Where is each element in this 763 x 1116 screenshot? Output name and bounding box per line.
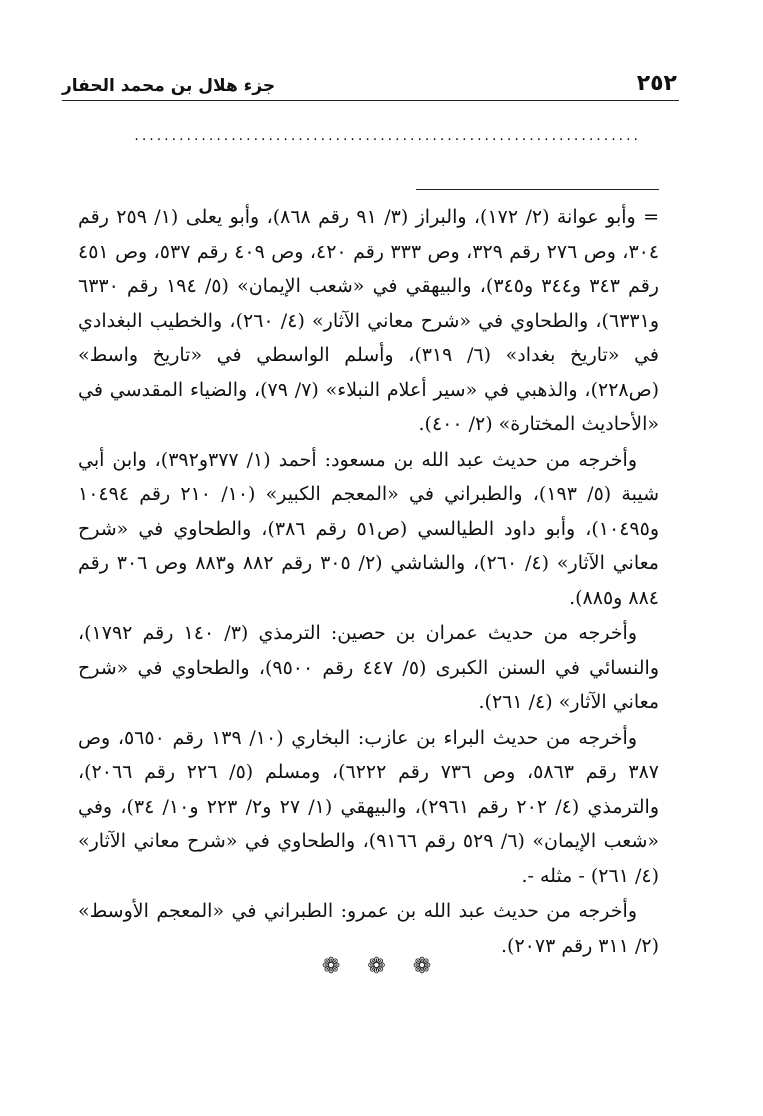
section-end-ornament: ❁ ❁ ❁: [321, 954, 442, 979]
paragraph-continuation: = وأبو عوانة (٢/ ١٧٢)، والبراز (٣/ ٩١ رقم ٨٦٨)، وأبو يعلى (١/ ٢٥٩ رقم ٣٠٤، وص ٢٧٦ رقم ٣٢٩، وص ٣٣٣ رقم ٤٢٠، وص ٤٠٩ رقم ٥٣٧، وص ٤٥١ رقم ٣٤٣ و٣٤٤ و٣٤٥)، والبيهقي في «شعب الإيمان» (٥/ ١٩٤ رقم ٦٣٣٠ و٦٣٣١)، والطحاوي في «شرح معاني الآثار» (٤/ ٢٦٠)، والخطيب البغدادي في «تاريخ بغداد» (٦/ ٣١٩)، وأسلم الواسطي في «تاريخ واسط» (ص٢٢٨)، والذهبي في «سير أعلام النبلاء» (٧/ ٧٩)، والضياء المقدسي في «الأحاديث المختارة» (٢/ ٤٠٠).: [78, 206, 660, 435]
header-rule: [62, 100, 679, 101]
paragraph-bara: وأخرجه من حديث البراء بن عازب: البخاري (١٠/ ١٣٩ رقم ٥٦٥٠، وص ٣٨٧ رقم ٥٨٦٣، وص ٧٣٦ رقم ٦٢٢٢)، ومسلم (٥/ ٢٢٦ رقم ٢٠٦٦)، والترمذي (٤/ ٢٠٢ رقم ٢٩٦١)، والبيهقي (١/ ٢٧ و٢/ ٢٢٣ و١٠/ ٣٤)، وفي «شعب الإيمان» (٦/ ٥٢٩ رقم ٩١٦٦)، والطحاوي في «شرح معاني الآثار» (٤/ ٢٦١) - مثله -.: [78, 726, 659, 887]
paragraph-ibn-amr: وأخرجه من حديث عبد الله بن عمرو: الطبراني في «المعجم الأوسط» (٢/ ٣١١ رقم ٢٠٧٣).: [78, 900, 659, 957]
running-header: [62, 62, 677, 96]
continuation-dots: ....................................................................: [134, 128, 641, 144]
paragraph-ibn-masud: وأخرجه من حديث عبد الله بن مسعود: أحمد (١/ ٣٧٧و٣٩٢)، وابن أبي شيبة (٥/ ١٩٣)، والطبراني في «المعجم الكبير» (١٠/ ٢١٠ رقم ١٠٤٩٤ و١٠٤٩٥)، وأبو داود الطيالسي (ص٥١ رقم ٣٨٦)، والطحاوي في «شرح معاني الآثار» (٤/ ٢٦٠)، والشاشي (٢/ ٣٠٥ رقم ٨٨٢ و٨٨٣ وص ٣٠٦ رقم ٨٨٤ و٨٨٥).: [78, 448, 659, 609]
page-number: ٢٥٢: [636, 71, 677, 96]
footnote-text: [78, 200, 659, 964]
footnote-separator: [416, 189, 659, 190]
paragraph-imran: وأخرجه من حديث عمران بن حصين: الترمذي (٣/ ١٤٠ رقم ١٧٩٢)، والنسائي في السنن الكبرى (٥/ ٤٤٧ رقم ٩٥٠٠)، والطحاوي في «شرح معاني الآثار» (٤/ ٢٦١).: [78, 622, 659, 713]
book-title: جزء هلال بن محمد الحفار: [62, 76, 276, 96]
